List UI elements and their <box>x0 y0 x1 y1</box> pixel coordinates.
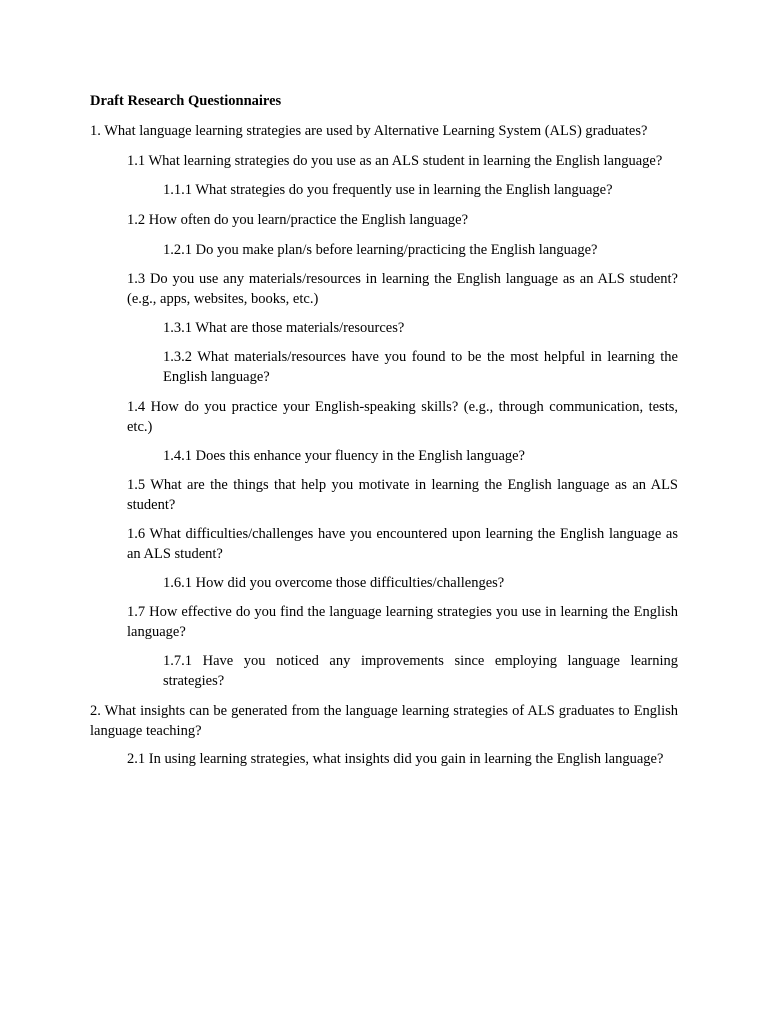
question-1-2: 1.2 How often do you learn/practice the English language? <box>127 212 469 228</box>
question-1-4: 1.4 How do you practice your English-speaking skills? (e.g., through communication, tests, etc.) <box>127 399 678 435</box>
question-1-3-1: 1.3.1 What are those materials/resources? <box>163 320 405 336</box>
question-1-5: 1.5 What are the things that help you motivate in learning the English language as an ALS student? <box>127 477 678 513</box>
question-1-3-2: 1.3.2 What materials/resources have you found to be the most helpful in learning the English language? <box>163 349 678 385</box>
question-1-7-1: 1.7.1 Have you noticed any improvements since employing language learning strategies? <box>163 653 678 689</box>
question-2-1: 2.1 In using learning strategies, what insights did you gain in learning the English language? <box>127 751 664 767</box>
question-1: 1. What language learning strategies are used by Alternative Learning System (ALS) graduates? <box>90 123 648 139</box>
question-2: 2. What insights can be generated from the language learning strategies of ALS graduates to English language teaching? <box>90 703 678 739</box>
question-1-1: 1.1 What learning strategies do you use as an ALS student in learning the English language? <box>127 153 663 169</box>
question-1-6: 1.6 What difficulties/challenges have you encountered upon learning the English language as an ALS student? <box>127 526 678 562</box>
question-1-3: 1.3 Do you use any materials/resources in learning the English language as an ALS student? (e.g., apps, websites, books, etc.) <box>127 271 678 307</box>
question-1-4-1: 1.4.1 Does this enhance your fluency in the English language? <box>163 448 525 464</box>
question-1-7: 1.7 How effective do you find the language learning strategies you use in learning the English language? <box>127 604 678 640</box>
question-1-1-1: 1.1.1 What strategies do you frequently use in learning the English language? <box>163 182 613 198</box>
document-title: Draft Research Questionnaires <box>90 93 282 109</box>
question-1-6-1: 1.6.1 How did you overcome those difficulties/challenges? <box>163 575 505 591</box>
question-1-2-1: 1.2.1 Do you make plan/s before learning/practicing the English language? <box>163 242 598 258</box>
